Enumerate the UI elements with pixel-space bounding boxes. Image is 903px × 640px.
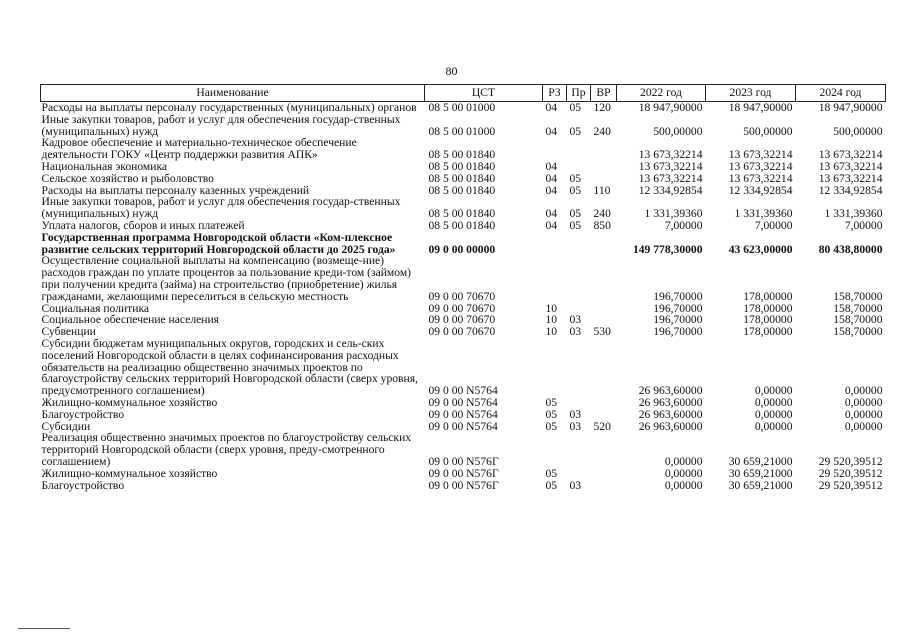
cell-cst: 09 0 00 N576Г (428, 466, 499, 480)
cell-2023: 7,00000 (754, 218, 793, 232)
cell-2023: 30 659,21000 (728, 454, 793, 468)
table-row (41, 114, 886, 138)
cell-2024: 7,00000 (844, 218, 883, 232)
cell-2022: 12 334,92854 (638, 183, 703, 197)
cell-pr (567, 432, 591, 467)
cell-2024: 29 520,39512 (818, 466, 883, 480)
cell-vr: 120 (593, 101, 611, 114)
cell-cst: 08 5 00 01840 (428, 159, 496, 173)
cell-name: Государственная программа Новгородской области «Ком-плексное развитие сельских территорий Новгородской области до 2025 года» (41, 230, 396, 256)
cell-rz: 04 (545, 101, 558, 114)
cell-rz: 10 (545, 313, 558, 327)
cell-rz (543, 432, 567, 467)
cell-2023: 0,00000 (754, 407, 793, 421)
cell-vr: 850 (593, 218, 611, 232)
cell-2022: 13 673,32214 (638, 171, 703, 185)
cell-2022: 149 778,30000 (632, 242, 703, 256)
header-2023: 2023 год (706, 85, 796, 102)
header-vr: ВР (591, 85, 617, 102)
cell-name: Осуществление социальной выплаты на компенсацию (возмеще-ние) расходов граждан по уплате процентов за пользование креди-том (займом) при получении кредита (займа) на строительство (приобретение) жилья гражданами, желающими переселиться в сельскую местность (41, 254, 412, 303)
cell-2024: 13 673,32214 (818, 148, 883, 162)
page-number: 80 (445, 64, 458, 78)
header-2024: 2024 год (796, 85, 886, 102)
cell-2024: 158,70000 (833, 325, 883, 339)
cell-2022: 13 673,32214 (638, 159, 703, 173)
cell-vr: 520 (593, 419, 611, 433)
cell-cst: 08 5 00 01000 (428, 124, 496, 138)
cell-pr: 05 (569, 101, 582, 114)
cell-2023: 13 673,32214 (728, 171, 793, 185)
cell-pr: 05 (569, 207, 582, 221)
table-row (41, 255, 886, 302)
table-row (41, 196, 886, 220)
header-pr: Пр (567, 85, 591, 102)
table-row (41, 338, 886, 397)
cell-2022: 0,00000 (664, 454, 703, 468)
cell-vr (591, 397, 617, 409)
cell-pr: 05 (569, 124, 582, 138)
cell-vr (591, 303, 617, 315)
cell-2022: 196,70000 (653, 289, 703, 303)
cell-2023: 178,00000 (743, 325, 793, 339)
cell-cst: 09 0 00 70670 (428, 301, 496, 315)
cell-name: Национальная экономика (41, 159, 168, 173)
cell-cst: 09 0 00 70670 (428, 325, 496, 339)
cell-name: Иные закупки товаров, работ и услуг для обеспечения государ-ственных (муниципальных) нужд (41, 195, 401, 221)
cell-2023: 13 673,32214 (728, 159, 793, 173)
cell-2023: 178,00000 (743, 313, 793, 327)
cell-vr (591, 338, 617, 397)
cell-pr: 03 (569, 313, 582, 327)
cell-pr (567, 468, 591, 480)
cell-2024: 29 520,39512 (818, 454, 883, 468)
cell-pr: 05 (569, 171, 582, 185)
cell-2022: 26 963,60000 (638, 407, 703, 421)
cell-2024: 0,00000 (844, 419, 883, 433)
table-row (41, 173, 886, 185)
table-body (41, 102, 886, 492)
cell-cst: 09 0 00 N576Г (428, 454, 499, 468)
cell-rz: 04 (545, 171, 558, 185)
cell-pr: 05 (569, 183, 582, 197)
cell-2022: 1 331,39360 (644, 207, 703, 221)
cell-2024: 500,00000 (833, 124, 883, 138)
cell-2022: 0,00000 (664, 466, 703, 480)
cell-2024: 13 673,32214 (818, 159, 883, 173)
cell-cst: 08 5 00 01840 (428, 207, 496, 221)
cell-2024: 18 947,90000 (818, 101, 883, 114)
cell-pr: 03 (569, 407, 582, 421)
table-row (41, 468, 886, 480)
cell-rz: 05 (545, 466, 558, 480)
cell-2024: 29 520,39512 (818, 478, 883, 492)
cell-2024: 13 673,32214 (818, 171, 883, 185)
cell-name: Субсидии бюджетам муниципальных округов, городских и сель-ских поселений Новгородской области в целях софинансирования расходных обязательств на реализацию общественно значимых проектов по благоустройству сельских территорий Новгородской области (сверх уровня, предусмотренного соглашением) (41, 336, 418, 398)
cell-2024: 0,00000 (844, 384, 883, 398)
cell-vr: 240 (593, 124, 611, 138)
cell-rz: 04 (545, 124, 558, 138)
cell-2023: 18 947,90000 (728, 101, 793, 114)
cell-rz: 04 (545, 207, 558, 221)
cell-cst: 09 0 00 N5764 (428, 395, 498, 409)
table-row (41, 432, 886, 467)
cell-2023: 13 673,32214 (728, 148, 793, 162)
cell-name: Жилищно-коммунальное хозяйство (41, 466, 218, 480)
cell-pr (567, 161, 591, 173)
header-name: Наименование (41, 85, 425, 102)
cell-2024: 12 334,92854 (818, 183, 883, 197)
cell-cst: 08 5 00 01000 (428, 101, 496, 114)
cell-2023: 500,00000 (743, 124, 793, 138)
table-row (41, 220, 886, 232)
cell-cst: 08 5 00 01840 (428, 183, 496, 197)
table-row (41, 397, 886, 409)
cell-2023: 30 659,21000 (728, 478, 793, 492)
cell-rz: 04 (545, 218, 558, 232)
cell-name: Социальная политика (41, 301, 150, 315)
table-row (41, 161, 886, 173)
cell-2022: 196,70000 (653, 301, 703, 315)
header-cst: ЦСТ (425, 85, 543, 102)
cell-2022: 26 963,60000 (638, 419, 703, 433)
cell-2022: 500,00000 (653, 124, 703, 138)
cell-pr (567, 255, 591, 302)
cell-2022: 26 963,60000 (638, 395, 703, 409)
cell-cst: 08 5 00 01840 (428, 218, 496, 232)
cell-2022: 13 673,32214 (638, 148, 703, 162)
cell-name: Кадровое обеспечение и материально-техническое обеспечение деятельности ГОКУ «Центр поддержки развития АПК» (41, 136, 357, 162)
cell-2024: 158,70000 (833, 313, 883, 327)
cell-rz (543, 232, 567, 256)
cell-cst: 09 0 00 70670 (428, 289, 496, 303)
cell-2022: 196,70000 (653, 313, 703, 327)
cell-vr (591, 255, 617, 302)
cell-rz: 05 (545, 419, 558, 433)
cell-pr (567, 137, 591, 161)
cell-rz: 04 (545, 159, 558, 173)
budget-table (40, 84, 886, 491)
cell-vr (591, 432, 617, 467)
cell-pr (567, 397, 591, 409)
table-header (41, 85, 886, 102)
cell-2023: 178,00000 (743, 289, 793, 303)
cell-cst: 09 0 00 00000 (428, 242, 496, 256)
header-2022: 2022 год (617, 85, 706, 102)
cell-cst: 09 0 00 N5764 (428, 407, 498, 421)
cell-vr (591, 480, 617, 492)
cell-rz: 10 (545, 301, 558, 315)
cell-2022: 7,00000 (664, 218, 703, 232)
cell-name: Субсидии (41, 419, 91, 433)
footer-divider (18, 628, 70, 629)
cell-rz: 05 (545, 478, 558, 492)
cell-name: Уплата налогов, сборов и иных платежей (41, 218, 245, 232)
cell-name: Реализация общественно значимых проектов по благоустройству сельских территорий Новгородской области (сверх уровня, преду-смотренного соглашением) (41, 431, 412, 468)
table-row (41, 480, 886, 492)
cell-cst: 09 0 00 N5764 (428, 384, 498, 398)
cell-pr: 05 (569, 218, 582, 232)
table-row (41, 137, 886, 161)
cell-2023: 12 334,92854 (728, 183, 793, 197)
cell-vr (591, 137, 617, 161)
cell-2024: 80 438,80000 (818, 242, 883, 256)
cell-vr: 240 (593, 207, 611, 221)
cell-2024: 0,00000 (844, 407, 883, 421)
cell-name: Благоустройство (41, 407, 125, 421)
cell-cst: 09 0 00 70670 (428, 313, 496, 327)
table-row (41, 232, 886, 256)
cell-vr (591, 468, 617, 480)
cell-pr (567, 232, 591, 256)
cell-2022: 196,70000 (653, 325, 703, 339)
table-row (41, 102, 886, 114)
cell-2023: 0,00000 (754, 384, 793, 398)
cell-pr: 03 (569, 419, 582, 433)
cell-2024: 158,70000 (833, 289, 883, 303)
cell-vr (591, 173, 617, 185)
cell-2022: 0,00000 (664, 478, 703, 492)
cell-rz (543, 137, 567, 161)
cell-name: Социальное обеспечение населения (41, 313, 220, 327)
cell-rz: 05 (545, 407, 558, 421)
cell-2024: 0,00000 (844, 395, 883, 409)
cell-name: Жилищно-коммунальное хозяйство (41, 395, 218, 409)
cell-2023: 43 623,00000 (728, 242, 793, 256)
cell-2024: 158,70000 (833, 301, 883, 315)
cell-cst: 08 5 00 01840 (428, 171, 496, 185)
cell-2022: 18 947,90000 (638, 101, 703, 114)
cell-2023: 178,00000 (743, 301, 793, 315)
cell-name: Расходы на выплаты персоналу государственных (муниципальных) органов (41, 101, 417, 114)
table-row (41, 409, 886, 421)
cell-pr: 03 (569, 478, 582, 492)
cell-rz (543, 255, 567, 302)
cell-2022: 26 963,60000 (638, 384, 703, 398)
cell-rz: 05 (545, 395, 558, 409)
cell-pr: 03 (569, 325, 582, 339)
cell-name: Сельское хозяйство и рыболовство (41, 171, 214, 185)
cell-pr (567, 338, 591, 397)
cell-vr (591, 409, 617, 421)
cell-rz: 10 (545, 325, 558, 339)
cell-vr (591, 232, 617, 256)
cell-name: Расходы на выплаты персоналу казенных учреждений (41, 183, 310, 197)
header-rz: РЗ (543, 85, 567, 102)
cell-vr: 530 (593, 325, 611, 339)
cell-vr (591, 161, 617, 173)
cell-cst: 09 0 00 N576Г (428, 478, 499, 492)
cell-name: Благоустройство (41, 478, 125, 492)
cell-2023: 1 331,39360 (734, 207, 793, 221)
cell-2024: 1 331,39360 (824, 207, 883, 221)
cell-name: Иные закупки товаров, работ и услуг для обеспечения государ-ственных (муниципальных) нужд (41, 112, 401, 138)
cell-2023: 30 659,21000 (728, 466, 793, 480)
cell-cst: 08 5 00 01840 (428, 148, 496, 162)
cell-rz (543, 338, 567, 397)
cell-2023: 0,00000 (754, 395, 793, 409)
cell-name: Субвенции (41, 325, 96, 339)
cell-2023: 0,00000 (754, 419, 793, 433)
cell-rz: 04 (545, 183, 558, 197)
cell-vr: 110 (593, 183, 611, 197)
cell-cst: 09 0 00 N5764 (428, 419, 498, 433)
